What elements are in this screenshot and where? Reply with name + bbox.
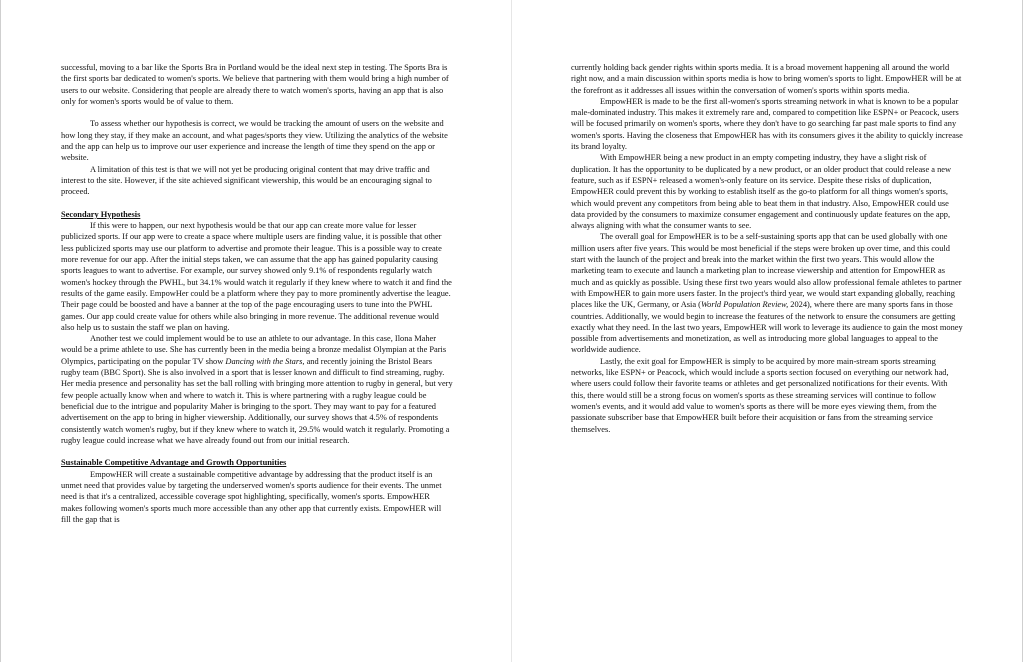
section-heading-secondary-hypothesis: Secondary Hypothesis (61, 209, 141, 219)
paragraph: Lastly, the exit goal for EmpowHER is simply to be acquired by more main-stream sports streaming networks, like ESPN+ or Peacock, which would include a sports section focused on everything our network had, where users could follow their favorite teams or athletes and get personalized notifications for their events. With this, there would still be a strong focus on women's sports as these streaming services will continue to follow women's events, and it would add value to women's sports as there will be more eyes viewing them, from the passionate subscriber base that EmpowHER built before their acquisition or fans from the streaming service themselves. (571, 356, 949, 434)
paragraph: successful, moving to a bar like the Sports Bra in Portland would be the ideal next step in testing. The Sports Bra is the first sports bar dedicated to women's sports. We believe that partnering with them would bring a high number of users to our website. Considering that people are already there to watch women's sports, having an app that is also only for women's sports would be of value to them. (61, 63, 449, 106)
text-run: Another test we could implement would be to use an athlete to our advantage. In this case, Ilona Maher would be a prime athlete to use. She has currently been in the media being a bronze medalist Olympian at the Paris Olympics, participating on the popular TV show (61, 334, 447, 366)
italic-citation: World Population Review, (700, 300, 789, 310)
left-page-edge (0, 0, 1, 662)
paragraph: EmpowHER is made to be the first all-women's sports streaming network in what is known to be a popular male-dominated industry. This makes it extremely rare and, compared to competition like ESPN+ or Peacock, users will be focused primarily on women's sports, where they don't have to go searching far past male sports to find any women's sports. Having the closeness that EmpowHER has with its consumers gives it the ability to quickly increase its brand loyalty. (571, 96, 963, 152)
page-divider (511, 0, 512, 662)
right-page (571, 62, 963, 435)
paragraph: To assess whether our hypothesis is correct, we would be tracking the amount of users on the website and how long they stay, if they make an account, and what pages/sports they view. Utilizing the analytics of the website and the app can help us to improve our user experience and increase the length of time they spend on the app or website. (61, 119, 448, 163)
section-heading-sustainable-advantage: Sustainable Competitive Advantage and Growth Opportunities (61, 458, 287, 468)
paragraph: A limitation of this test is that we will not yet be producing original content that may drive traffic and interest to the site. However, if the site achieved significant viewership, this would be an encouraging signal to proceed. (61, 164, 432, 197)
text-run: 2024), where there are many sports fans in those countries. Additionally, we would begin to increase the features of the network to ensure the consumers are getting exactly what they need. In the last two years, EmpowHER will work to leverage its audience to gain the most money possible from advertisements and monetization, as well as introducing more global languages to appeal to the worldwide audience. (571, 300, 963, 355)
text-run: , and recently joining the Bristol Bears rugby team (BBC Sport). She is also involved in a sport that is lesser known and difficult to find streaming, rugby. Her media presence and personality has set the ball rolling with bringing more attention to rugby in general, but very few people actually know when and where to watch it. This is where partnering with a rugby league could be beneficial due to the intrigue and popularity Maher is bringing to the sport. They may want to pay for a featured advertisement on the app to bring in higher viewership. Additionally, our survey shows that 4.5% of respondents consistently watch women's rugby, but if they knew where to watch it, 29.5% would watch it regularly. Promoting a rugby league could increase what we have already found out from our initial research. (61, 356, 453, 445)
paragraph: With EmpowHER being a new product in an empty competing industry, they have a slight risk of duplication. It has the opportunity to be duplicated by a new product, or an older product that could release a new feature, such as if ESPN+ released a women's-only feature on its service. Despite these risks of duplication, EmpowHER could prevent this by working to establish itself as the go-to platform for all things women's sports, which would prevent any competitors from being able to beat them in that industry. Also, EmpowHER could use data provided by the consumers to maximize consumer engagement and continuously update features on the app, always aligning with what the consumer wants to see. (571, 153, 952, 231)
left-page (61, 62, 453, 525)
paragraph (571, 231, 963, 355)
paragraph (61, 333, 453, 446)
paragraph: currently holding back gender rights within sports media. It is a broad movement happening all around the world right now, and a main discussion within sports media is how to bring women's sports to light. EmpowHER will be at the forefront as it addresses all issues within the conversation of women's sports within sports media. (571, 63, 962, 95)
text-run: The overall goal for EmpowHER is to be a self-sustaining sports app that can be used globally with one million users after five years. This would be most beneficial if the steps were broken up over time, and this could start with the launch of the project and break into the market within the first two years. This would allow the marketing team to execute and launch a marketing plan to increase viewership and attention for EmpowHER as much and as quickly as possible. Using these first two years would also allow professional female athletes to partner with EmpowHER to gain more users faster. In the project's third year, we would start expanding globally, reaching places like the UK, Germany, or Asia ( (571, 232, 962, 310)
paragraph: EmpowHER will create a sustainable competitive advantage by addressing that the product itself is an unmet need that provides value by targeting the underserved women's sports audience for their events. The unmet need is that it's a centralized, accessible coverage spot highlighting, specifically, women's sports. EmpowHER makes following women's sports much more accessible than any other app that currently exists. EmpowHER will fill the gap that is (61, 469, 442, 524)
paragraph: If this were to happen, our next hypothesis would be that our app can create more value for lesser publicized sports. If our app were to create a space where multiple users are finding value, it is possible that other less publicized sports may use our platform to advertise and promote their league. This is a possible way to create more revenue for our app. After the initial steps taken, we can assume that the app has gained popularity causing sports leagues to want to advertise. For example, our survey showed only 9.1% of respondents regularly watch women's hockey through the PWHL, but 34.1% would watch it regularly if they knew where to watch it and find the results of the game easily. EmpowHer could be a platform where they pay to more prominently advertise the league. Their page could be boosted and have a banner at the top of the page encouraging users to tune into the PWHL games. Our app could create value for others while also bringing in more revenue. The additional revenue would also help us to sustain the staff we plan on having. (61, 221, 452, 332)
italic-title: Dancing with the Stars (225, 356, 303, 366)
